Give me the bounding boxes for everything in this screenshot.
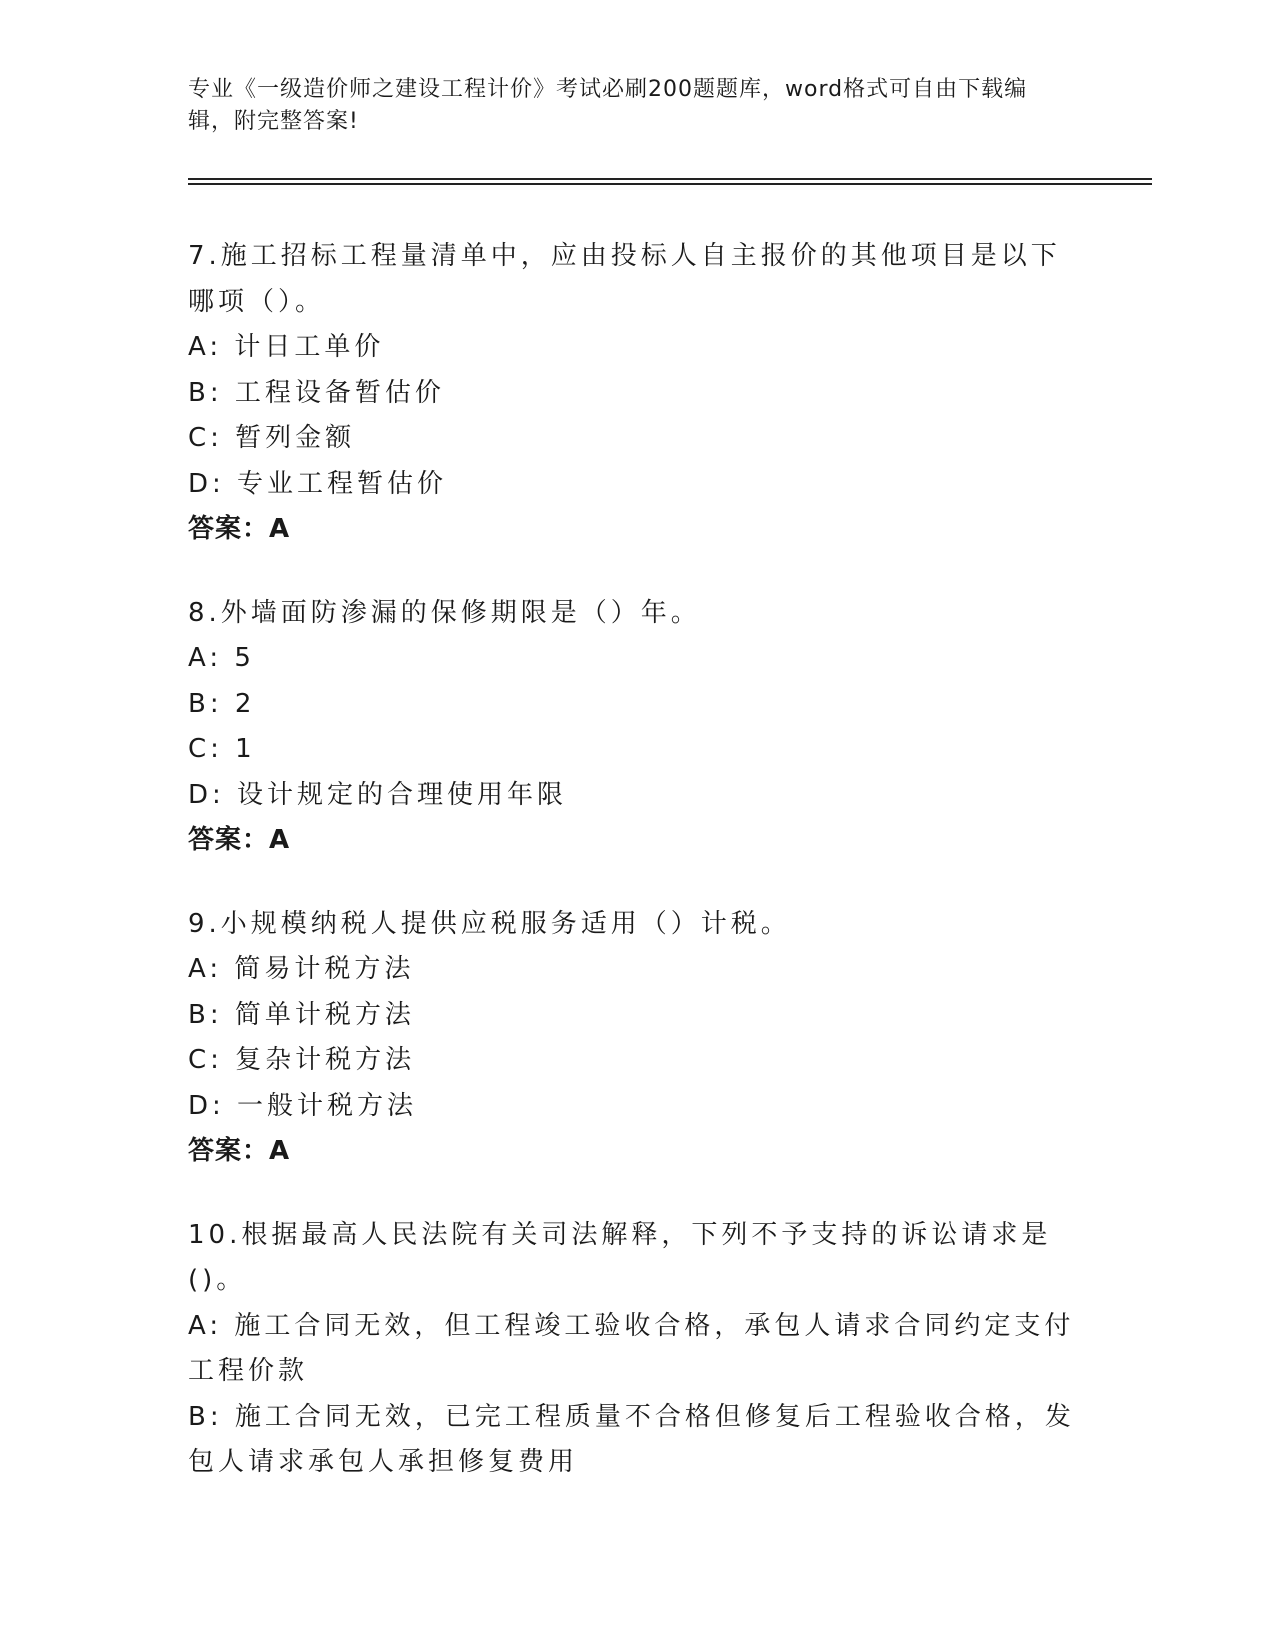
question-text: 9.小规模纳税人提供应税服务适用（）计税。 bbox=[188, 908, 791, 939]
question-7 bbox=[188, 234, 1088, 553]
header-rule-bottom bbox=[188, 183, 1152, 185]
option-b: B: 施工合同无效，已完工程质量不合格但修复后工程验收合格，发包人请求承包人承担修复费用 bbox=[188, 1401, 1075, 1477]
question-text: 7.施工招标工程量清单中，应由投标人自主报价的其他项目是以下哪项（）。 bbox=[188, 241, 1061, 317]
option-c: C: 复杂计税方法 bbox=[188, 1045, 416, 1075]
option-d: D: 专业工程暂估价 bbox=[188, 468, 448, 499]
question-8 bbox=[188, 591, 1088, 864]
option-a: A: 计日工单价 bbox=[188, 332, 385, 362]
question-10 bbox=[188, 1213, 1088, 1486]
option-b: B: 工程设备暂估价 bbox=[188, 377, 445, 408]
question-text: 10.根据最高人民法院有关司法解释，下列不予支持的诉讼请求是()。 bbox=[188, 1219, 1052, 1295]
option-a: A: 5 bbox=[188, 643, 255, 673]
option-b: B: 2 bbox=[188, 688, 256, 719]
question-list bbox=[188, 234, 1088, 1524]
option-d: D: 一般计税方法 bbox=[188, 1090, 418, 1121]
answer: 答案：A bbox=[188, 1136, 291, 1166]
option-a: A: 施工合同无效，但工程竣工验收合格，承包人请求合同约定支付工程价款 bbox=[188, 1310, 1075, 1386]
option-c: C: 1 bbox=[188, 734, 256, 764]
option-c: C: 暂列金额 bbox=[188, 423, 356, 453]
option-b: B: 简单计税方法 bbox=[188, 999, 415, 1030]
option-d: D: 设计规定的合理使用年限 bbox=[188, 779, 568, 810]
document-header: 专业《一级造价师之建设工程计价》考试必刷200题题库，word格式可自由下载编辑，附完整答案! bbox=[188, 77, 1028, 134]
answer: 答案：A bbox=[188, 514, 291, 544]
answer: 答案：A bbox=[188, 825, 291, 855]
question-text: 8.外墙面防渗漏的保修期限是（）年。 bbox=[188, 597, 701, 628]
option-a: A: 简易计税方法 bbox=[188, 954, 415, 984]
question-9 bbox=[188, 902, 1088, 1175]
header-rule-top bbox=[188, 178, 1152, 180]
